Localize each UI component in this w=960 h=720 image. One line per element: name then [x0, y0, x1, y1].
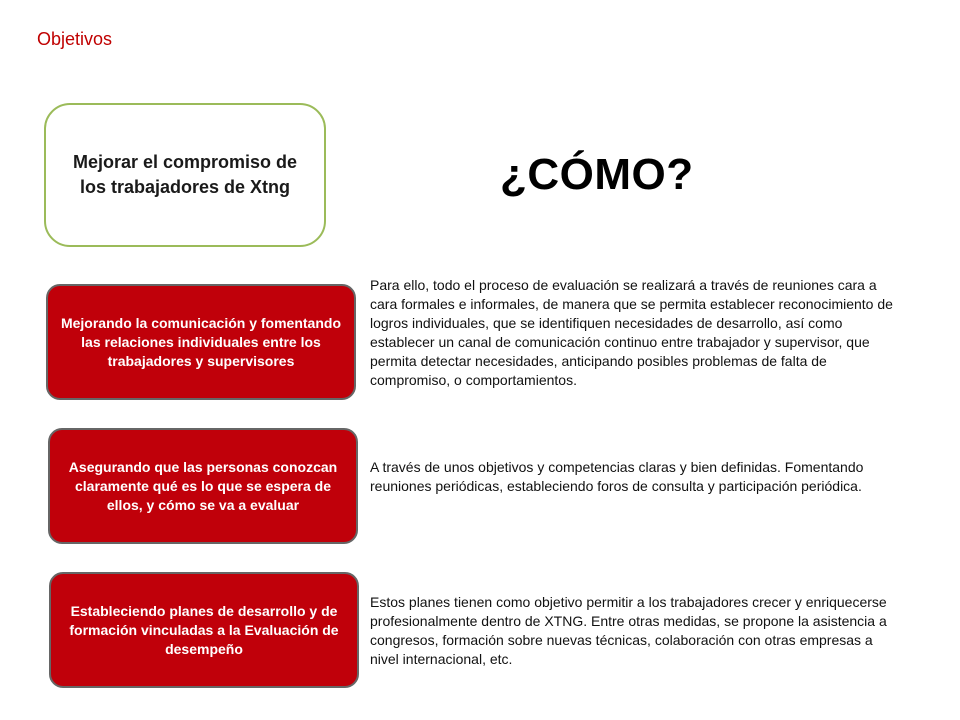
question-heading: ¿CÓMO? [500, 150, 694, 199]
strategy-card-text: Estableciendo planes de desarrollo y de formación vinculadas a la Evaluación de desempeño [69, 602, 339, 657]
strategy-description-development: Estos planes tienen como objetivo permitir a los trabajadores crecer y enriquecerse profesionalmente dentro de XTNG. Entre otras medidas, se propone la asistencia a congresos, formación sobre nuevas técnicas, colaboración con otras empresas a nivel internacional, etc. [370, 594, 887, 667]
strategy-card-text: Asegurando que las personas conozcan claramente qué es lo que se espera de ellos, y cómo se va a evaluar [68, 458, 338, 513]
strategy-card-development [49, 572, 359, 688]
strategy-description-communication: Para ello, todo el proceso de evaluación se realizará a través de reuniones cara a cara formales e informales, de manera que se permita establecer reconocimiento de logros individuales, que se identifiquen necesidades de desarrollo, así como establecer un canal de comunicación continuo entre trabajador y supervisor, que permita detectar necesidades, anticipando posibles problemas de falta de compromiso, o comportamientos. [370, 277, 893, 388]
strategy-card-expectations [48, 428, 358, 544]
strategy-card-text: Mejorando la comunicación y fomentando las relaciones individuales entre los trabajadores y supervisores [60, 314, 342, 369]
goal-text: Mejorar el compromiso de los trabajadores de Xtng [72, 152, 298, 197]
slide-title: Objetivos [37, 29, 113, 49]
goal-box [44, 103, 326, 247]
strategy-description-expectations: A través de unos objetivos y competencias claras y bien definidas. Fomentando reuniones periódicas, estableciendo foros de consulta y participación periódica. [370, 459, 864, 494]
strategy-card-communication [46, 284, 356, 400]
